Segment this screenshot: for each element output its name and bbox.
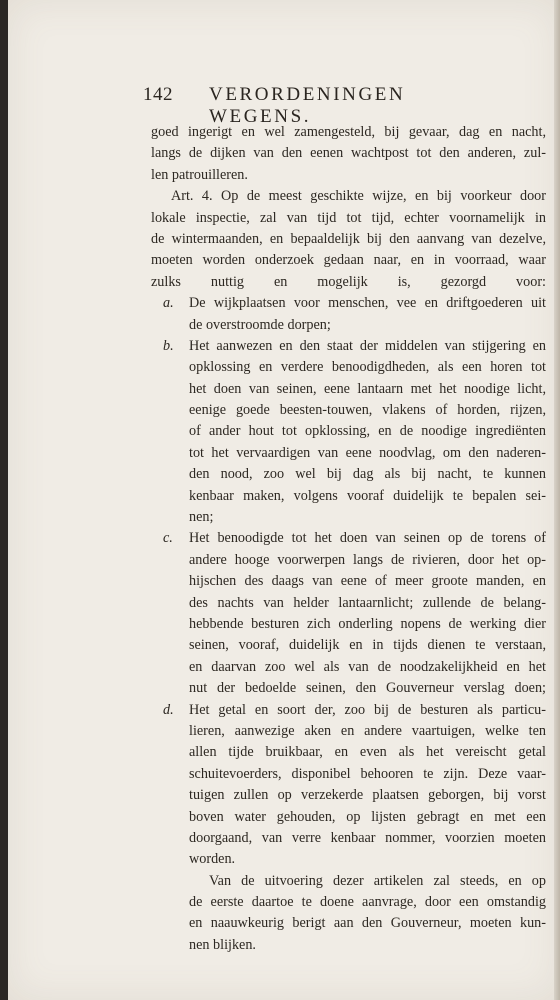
list-item-line: allen tijde bruikbaar, en even als het vereischt getal bbox=[189, 744, 546, 761]
list-item-text: Het aanwezen en den staat der middelen van stijgering en bbox=[189, 337, 546, 354]
list-item-first-line bbox=[151, 293, 546, 314]
text-line: de wintermaanden, en bepaaldelijk bij den aanvang van dezelve, bbox=[151, 230, 546, 247]
list-item-first-line bbox=[151, 700, 546, 721]
text-line: langs de dijken van den eenen wachtpost tot den anderen, zul- bbox=[151, 145, 546, 162]
list-item-marker: b. bbox=[163, 337, 174, 354]
list-item-line: lieren, aanwezige aken en andere vaartuigen, welke ten bbox=[189, 722, 546, 739]
list-item-first-line bbox=[151, 528, 546, 549]
text-line: moeten worden onderzoek gedaan naar, en in voorraad, waar bbox=[151, 252, 546, 269]
page-edge bbox=[554, 0, 560, 1000]
text-line: lokale inspectie, zal van tijd tot tijd, echter voornamelijk in bbox=[151, 209, 546, 226]
list-item bbox=[151, 293, 546, 336]
list-item-line: nut der bedoelde seinen, den Gouverneur verslag doen; bbox=[189, 680, 546, 697]
list-item-line: worden. bbox=[189, 851, 236, 868]
closing-line: Van de uitvoering dezer artikelen zal steeds, en op bbox=[209, 872, 546, 889]
list-item-marker: c. bbox=[163, 530, 173, 547]
list-item-line: boven water gehouden, op lijsten gebragt en met een bbox=[189, 808, 546, 825]
list-item-line: opklossing en verdere benoodigdheden, als een horen tot bbox=[189, 359, 546, 376]
list-item-line: schuitevoerders, disponibel behooren te zijn. Deze vaar- bbox=[189, 765, 546, 782]
list-item-marker: a. bbox=[163, 295, 174, 312]
list-item-text: Het getal en soort der, zoo bij de besturen als particu- bbox=[189, 701, 546, 718]
text-line: len patrouilleren. bbox=[151, 166, 248, 183]
list-item-line: den nood, zoo wel bij dag als bij nacht, te kunnen bbox=[189, 466, 546, 483]
list-item-line: doorgaand, van verre kenbaar nommer, voorzien moeten bbox=[189, 829, 546, 846]
list-item-line: kenbaar maken, volgens vooraf duidelijk te bepalen sei- bbox=[189, 487, 546, 504]
list-item-line: tuigen zullen op verzekerde plaatsen geborgen, bij vorst bbox=[189, 787, 546, 804]
list-item-line: het doen van seinen, eene lantaarn met het noodige licht, bbox=[189, 380, 546, 397]
list-item-text: Het benoodigde tot het doen van seinen op de torens of bbox=[189, 530, 546, 547]
page-number: 142 bbox=[143, 84, 173, 105]
page-body bbox=[151, 122, 546, 956]
text-line: goed ingerigt en wel zamengesteld, bij gevaar, dag en nacht, bbox=[151, 124, 546, 140]
list-item bbox=[151, 336, 546, 529]
list-item-line: eenige goede beesten-touwen, vlakens of horden, rijzen, bbox=[189, 402, 546, 419]
closing-line: en naauwkeurig berigt aan den Gouverneur, moeten kun- bbox=[189, 915, 546, 932]
list-item-line: en daarvan zoo wel als van de noodzakelijkheid en het bbox=[189, 658, 546, 675]
list-item-line: andere hooge voorwerpen langs de rivieren, door het op- bbox=[189, 551, 546, 568]
list-item-line: hebbende besturen zich onderling nopens de werking dier bbox=[189, 615, 546, 632]
list-item-line: of ander hout tot opklossing, en de noodige ingrediënten bbox=[189, 423, 546, 440]
page-header bbox=[143, 84, 503, 127]
text-line: zulks nuttig en mogelijk is, gezorgd voor: bbox=[151, 273, 546, 290]
list-item-text: De wijkplaatsen voor menschen, vee en driftgoederen uit bbox=[189, 295, 546, 312]
list-item-first-line bbox=[151, 336, 546, 357]
closing-line: de eerste daartoe te doene aanvrage, door een omstandig bbox=[189, 894, 546, 911]
list-item bbox=[151, 700, 546, 871]
book-page bbox=[8, 0, 560, 1000]
list-item-line: de overstroomde dorpen; bbox=[189, 316, 331, 333]
list-item-marker: d. bbox=[163, 701, 174, 718]
running-head: VERORDENINGEN WEGENS. bbox=[209, 84, 406, 127]
list-item-line: hijschen des daags van eene of meer groote manden, en bbox=[189, 573, 546, 590]
list-item bbox=[151, 528, 546, 699]
article-heading-line: Art. 4. Op de meest geschikte wijze, en bij voorkeur door bbox=[171, 188, 546, 205]
closing-line: nen blijken. bbox=[189, 936, 256, 953]
list-item-line: seinen, vooraf, duidelijk en in tijds dienen te verstaan, bbox=[189, 637, 546, 654]
list-item-line: nen; bbox=[189, 509, 214, 526]
list-item-line: des nachts van helder lantaarnlicht; zullende de belang- bbox=[189, 594, 546, 611]
list-item-line: tot het vervaardigen van eene noodvlag, om den naderen- bbox=[189, 444, 546, 461]
